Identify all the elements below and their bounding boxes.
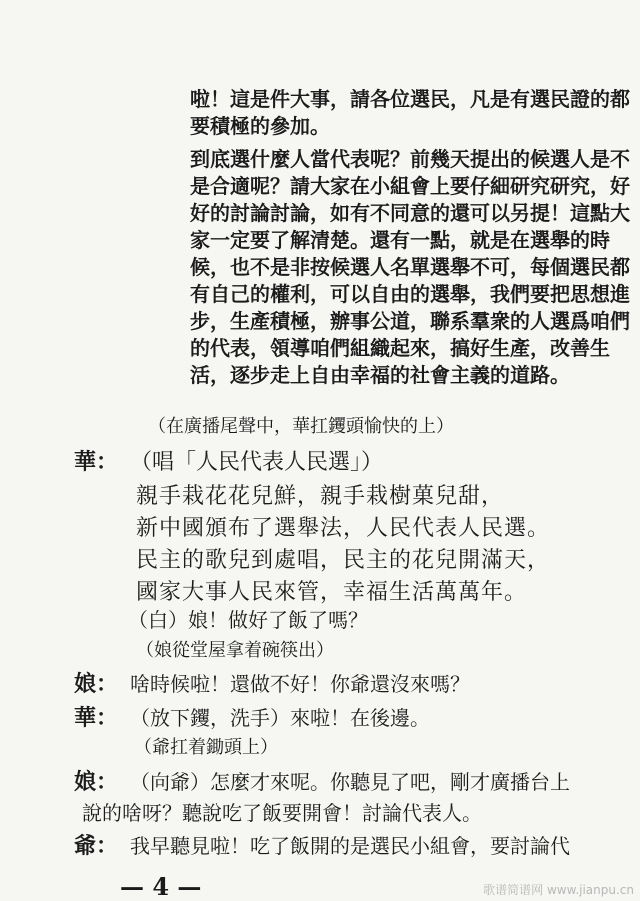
broadcast-line: 好的討論討論，如有不同意的還可以另提！這點大 bbox=[190, 201, 630, 225]
dialogue-line: （放下钁，洗手）來啦！在後邊。 bbox=[130, 706, 430, 730]
dialogue-line: （唱「人民代表人民選」） bbox=[130, 450, 384, 475]
broadcast-line: 的代表，領導咱們組織起來，搞好生產，改善生 bbox=[190, 336, 610, 360]
broadcast-line: 活，逐步走上自由幸福的社會主義的道路。 bbox=[190, 363, 570, 387]
watermark: 歌谱简谱网 www.jianpu.cn bbox=[483, 883, 634, 897]
dialogue-line: 啥時候啦！還做不好！你爺還沒來嗎？ bbox=[130, 672, 470, 696]
speaker-niang: 娘： bbox=[74, 671, 119, 697]
broadcast-line: 啦！這是件大事，請各位選民，凡是有選民證的都 bbox=[190, 87, 630, 111]
broadcast-line: 到底選什麼人當代表呢？前幾天提出的候選人是不 bbox=[190, 147, 630, 171]
broadcast-line: 家一定要了解清楚。還有一點，就是在選舉的時 bbox=[190, 228, 610, 252]
song-line: 新中國頒布了選舉法，人民代表人民選。 bbox=[136, 516, 551, 541]
broadcast-line: 候，也不是非按候選人名單選舉不可，每個選民都 bbox=[190, 255, 630, 279]
speaker-ye: 爺： bbox=[74, 833, 119, 859]
dialogue-continuation: 說的啥呀？聽說吃了飯要開會！討論代表人。 bbox=[82, 801, 482, 825]
song-line: 民主的歌兒到處唱，民主的花兒開滿天， bbox=[136, 548, 551, 573]
stage-direction: （爺扛着鋤頭上） bbox=[134, 737, 278, 758]
dialogue-line: （向爺）怎麼才來呢。你聽見了吧，剛才廣播台上 bbox=[130, 770, 570, 794]
speaker-hua: 華： bbox=[74, 705, 119, 731]
page-number: — 4 — bbox=[120, 872, 202, 901]
speaker-hua: 華： bbox=[74, 449, 119, 475]
broadcast-line: 有自己的權利，可以自由的選舉，我們要把思想進 bbox=[190, 282, 630, 306]
broadcast-line: 步，生產積極，辦事公道，聯系羣衆的人選爲咱們 bbox=[190, 309, 630, 333]
broadcast-line: 要積極的參加。 bbox=[190, 114, 330, 138]
speaker-niang: 娘： bbox=[74, 769, 119, 795]
dialogue-line: 我早聽見啦！吃了飯開的是選民小組會，要討論代 bbox=[130, 834, 570, 858]
stage-direction: （娘從堂屋拿着碗筷出） bbox=[136, 640, 334, 661]
song-line: 國家大事人民來管，幸福生活萬萬年。 bbox=[136, 580, 528, 605]
broadcast-line: 是合適呢？請大家在小組會上要仔細研究研究，好 bbox=[190, 174, 630, 198]
song-line: 親手栽花花兒鮮，親手栽樹菓兒甜， bbox=[136, 484, 505, 509]
dialogue-line: （白）娘！做好了飯了嗎？ bbox=[128, 608, 368, 632]
stage-direction: （在廣播尾聲中，華扛钁頭愉快的上） bbox=[148, 416, 454, 437]
